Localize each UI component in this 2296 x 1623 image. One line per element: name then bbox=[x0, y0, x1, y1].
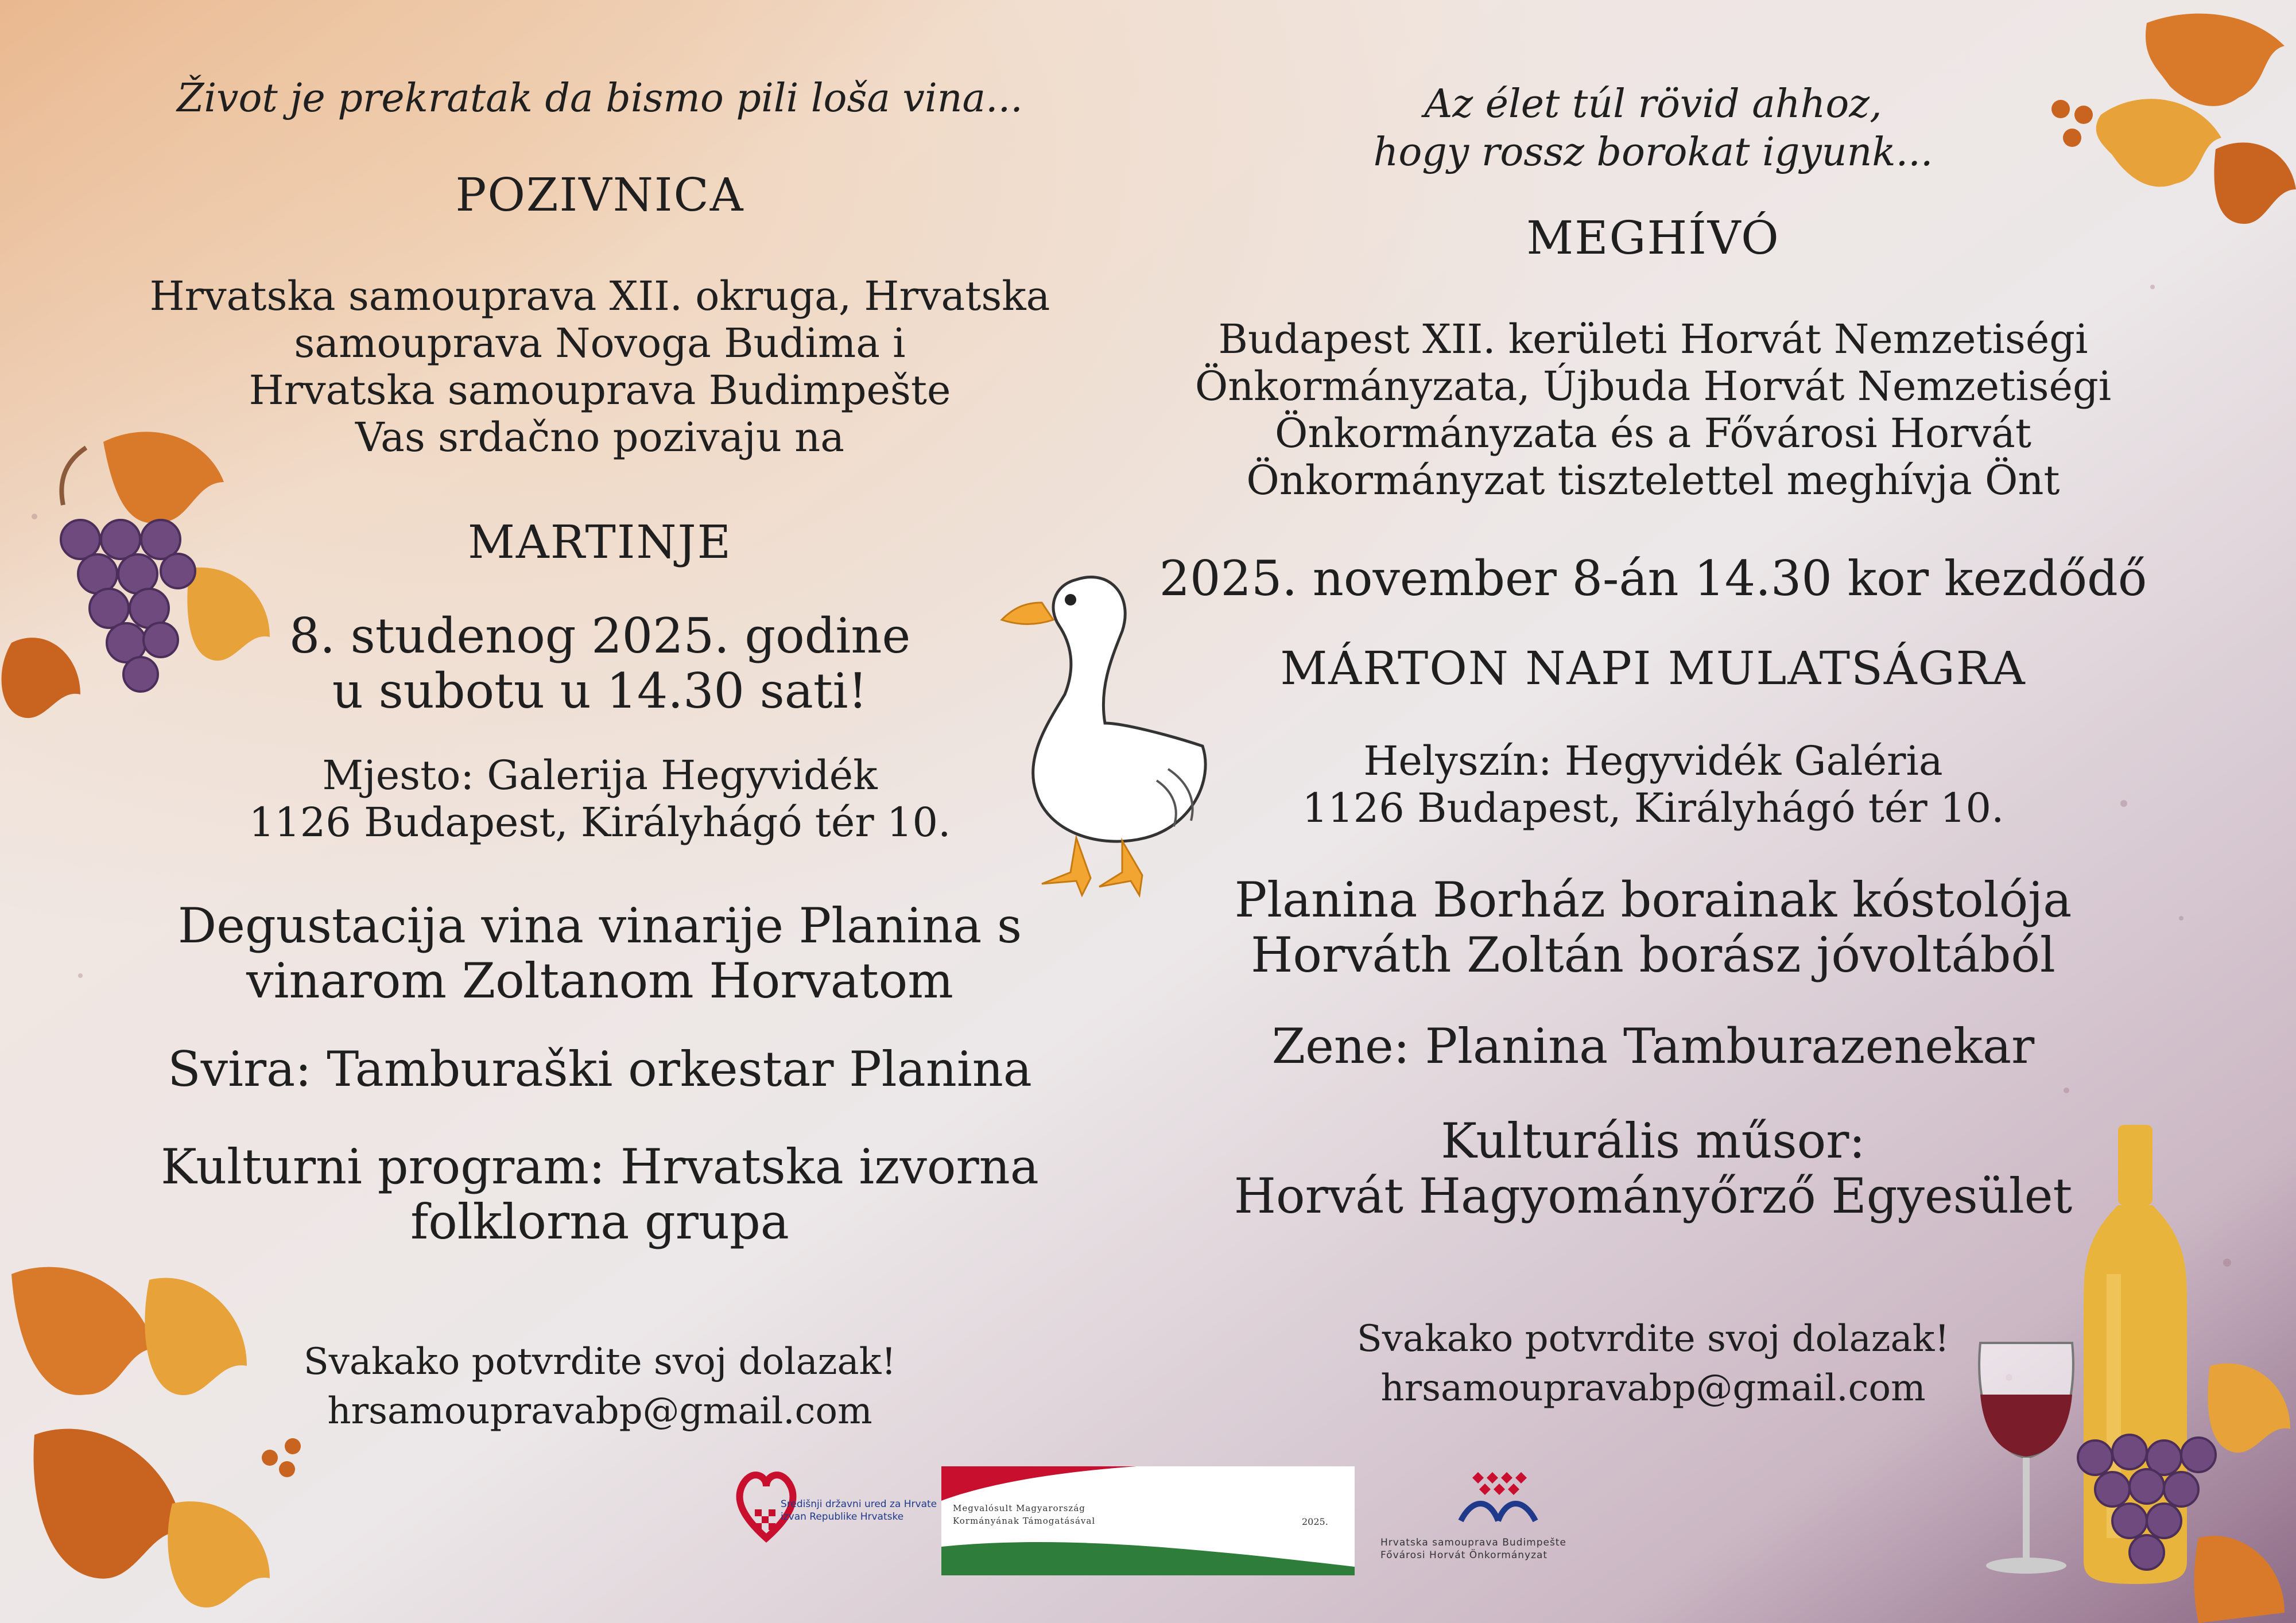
autumn-leaf-icon bbox=[2194, 1536, 2285, 1623]
croatian-date: 8. studenog 2025. godine u subotu u 14.30 sati! bbox=[289, 608, 911, 719]
hungarian-rsvp: Svakako potvrdite svoj dolazak! hrsamoupravabp@gmail.com bbox=[1137, 1314, 2170, 1413]
hungarian-event-title: MÁRTON NAPI MULATSÁGRA bbox=[1280, 642, 2026, 695]
hungarian-organizers: Budapest XII. kerületi Horvát Nemzetiségi Önkormányzata, Újbuda Horvát Nemzetiségi Önkormányzata és a Fővárosi Horvát Önkormányzat tisztelettel meghívja Önt bbox=[1194, 316, 2112, 504]
hungarian-heading: MEGHÍVÓ bbox=[1526, 211, 1780, 265]
autumn-leaf-icon bbox=[2208, 1364, 2290, 1453]
hungarian-tasting: Planina Borház borainak kóstolója Horváth Zoltán borász jóvoltából bbox=[1234, 872, 2072, 983]
hungarian-culture: Kulturális műsor: Horvát Hagyományőrző Egyesület bbox=[1234, 1113, 2073, 1224]
autumn-leaf-icon bbox=[33, 1429, 184, 1579]
budapest-croatian-logo: Hrvatska samouprava Budimpešte Fővárosi Horvát Önkormányzat bbox=[1375, 1466, 1622, 1570]
hungarian-email[interactable]: hrsamoupravabp@gmail.com bbox=[1380, 1367, 1926, 1410]
croatian-email[interactable]: hrsamoupravabp@gmail.com bbox=[327, 1390, 872, 1432]
croatian-crown-logo bbox=[1455, 1466, 1541, 1524]
autumn-leaf-icon bbox=[2, 638, 80, 718]
hungarian-date: 2025. november 8-án 14.30 kor kezdődő bbox=[1159, 550, 2147, 607]
autumn-leaf-icon bbox=[168, 1501, 270, 1608]
croatian-motto: Život je prekratak da bismo pili loša vina... bbox=[177, 76, 1023, 121]
hungarian-government-logo: Megvalósult Magyarország Kormányának Támogatásával 2025. bbox=[941, 1466, 1355, 1575]
croatian-event-title: MARTINJE bbox=[468, 515, 732, 569]
croatian-tasting: Degustacija vina vinarije Planina s vinarom Zoltanom Horvatom bbox=[177, 898, 1022, 1009]
croatian-culture: Kulturni program: Hrvatska izvorna folklorna grupa bbox=[161, 1139, 1039, 1250]
hungarian-motto: Az élet túl rövid ahhoz, hogy rossz borokat igyunk... bbox=[1373, 81, 1933, 175]
croatian-rsvp: Svakako potvrdite svoj dolazak! hrsamoupravabp@gmail.com bbox=[98, 1337, 1102, 1436]
croatian-heading: POZIVNICA bbox=[455, 168, 744, 222]
autumn-leaves-bottom-left bbox=[0, 1251, 321, 1623]
croatian-office-logo: Središnji državni ured za Hrvate izvan Republike Hrvatske bbox=[735, 1469, 924, 1550]
croatian-organizers: Hrvatska samouprava XII. okruga, Hrvatska samouprava Novoga Budima i Hrvatska samouprava Budimpešte Vas srdačno pozivaju na bbox=[149, 273, 1050, 461]
hungarian-music: Zene: Planina Tamburazenekar bbox=[1271, 1018, 2035, 1074]
croatian-location: Mjesto: Galerija Hegyvidék 1126 Budapest, Királyhágó tér 10. bbox=[249, 752, 951, 846]
hungarian-location: Helyszín: Hegyvidék Galéria 1126 Budapest, Királyhágó tér 10. bbox=[1302, 737, 2004, 832]
croatian-music: Svira: Tamburaški orkestar Planina bbox=[168, 1041, 1032, 1097]
berry-icon bbox=[262, 1438, 301, 1477]
